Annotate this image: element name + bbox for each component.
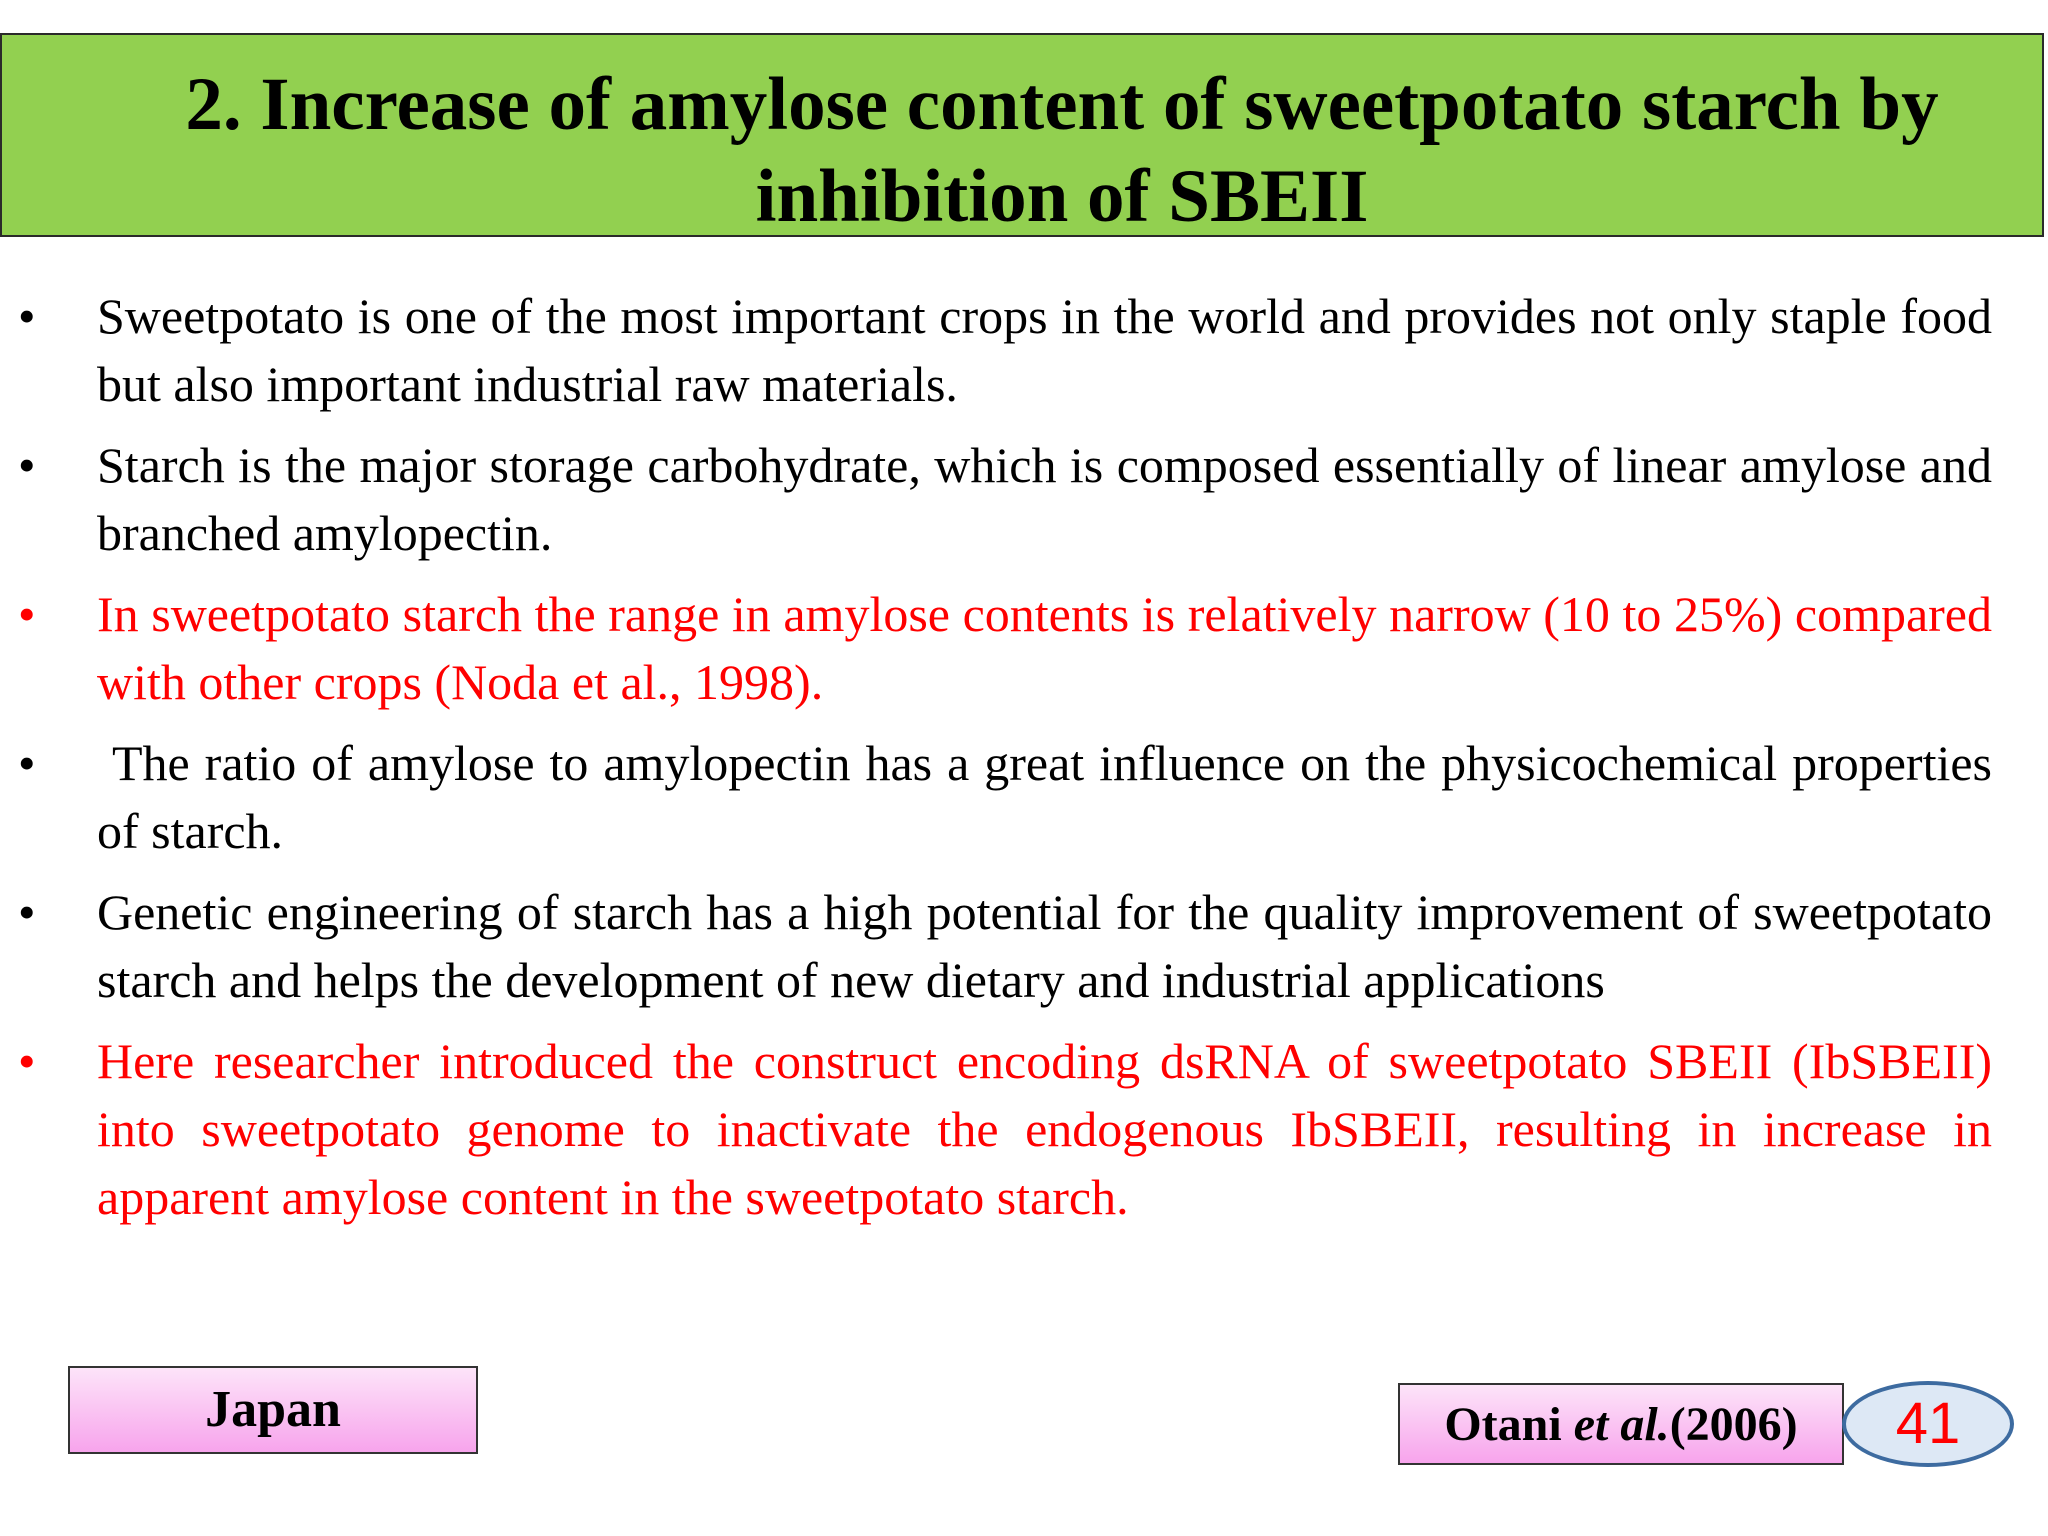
bullet-dot-icon: •: [18, 288, 36, 344]
slide-title: 2. Increase of amylose content of sweetpotato starch by inhibition of SBEII: [185, 63, 1939, 238]
bullet-text: Here researcher introduced the construct encoding dsRNA of sweetpotato SBEII (IbSBEII) into sweetpotato genome to inactivate the endogenous IbSBEII, resulting in increase in apparent amylose content in the sweetpotato starch.: [97, 1033, 1992, 1225]
bullet-item: [0, 729, 2048, 865]
bullet-dot-icon: •: [18, 437, 36, 493]
bullet-text: Starch is the major storage carbohydrate, which is composed essentially of linear amylose and branched amylopectin.: [97, 437, 1992, 561]
bullet-list: [0, 282, 2048, 1244]
bullet-dot-icon: •: [18, 586, 36, 642]
bullet-dot-icon: •: [18, 884, 36, 940]
bullet-item: [0, 282, 2048, 418]
bullet-text: Sweetpotato is one of the most important crops in the world and provides not only staple food but also important industrial raw materials.: [97, 288, 1992, 412]
bullet-dot-icon: •: [18, 1033, 36, 1089]
bullet-text: The ratio of amylose to amylopectin has a great influence on the physicochemical properties of starch.: [97, 735, 2005, 859]
bullet-item-highlight: [0, 1027, 2048, 1231]
citation-author: Otani: [1444, 1398, 1574, 1451]
bullet-item: [0, 878, 2048, 1014]
page-number: 41: [1842, 1381, 2014, 1467]
citation-tag: [1398, 1383, 1844, 1465]
citation-etal: et al.: [1573, 1398, 1670, 1451]
bullet-item: [0, 431, 2048, 567]
bullet-dot-icon: •: [18, 735, 36, 791]
bullet-text: Genetic engineering of starch has a high potential for the quality improvement of sweetpotato starch and helps the development of new dietary and industrial applications: [97, 884, 1992, 1008]
title-banner: [0, 33, 2044, 237]
country-tag: Japan: [68, 1366, 478, 1454]
bullet-text: In sweetpotato starch the range in amylose contents is relatively narrow (10 to 25%) compared with other crops (Noda et al., 1998).: [97, 586, 1992, 710]
citation-year: (2006): [1669, 1398, 1798, 1451]
bullet-item-highlight: [0, 580, 2048, 716]
